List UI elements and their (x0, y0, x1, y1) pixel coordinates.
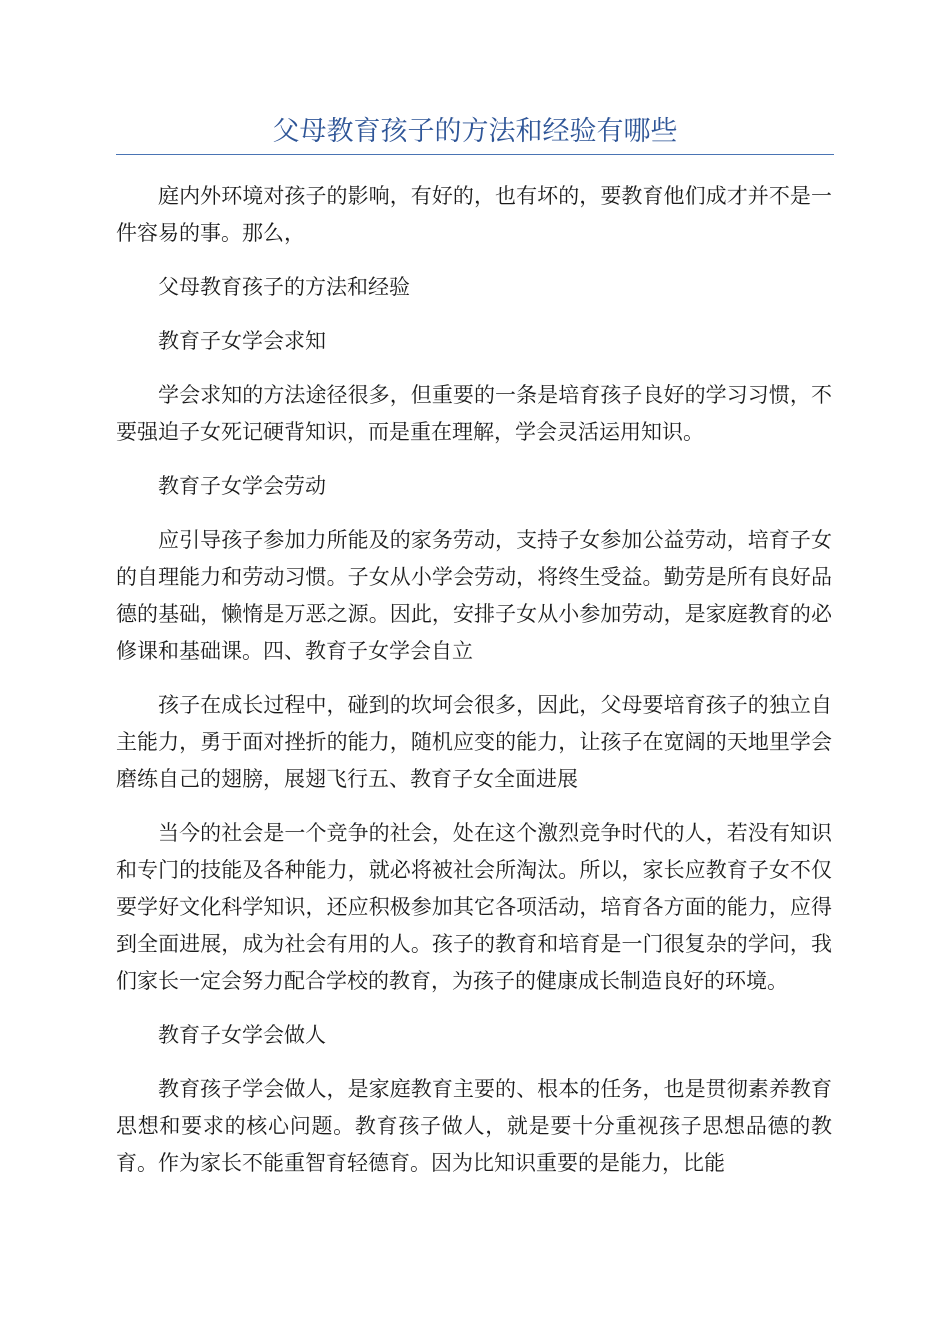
section-heading-character: 教育子女学会做人 (158, 1023, 326, 1047)
paragraph-labor: 应引导孩子参加力所能及的家务劳动，支持子女参加公益劳动，培育子女的自理能力和劳动习惯。子女从小学会劳动，将终生受益。勤劳是所有良好品德的基础，懒惰是万恶之源。因此，安排子女从小参加劳动，是家庭教育的必修课和基础课。四、教育子女学会自立 (116, 528, 832, 663)
section-heading-learning: 教育子女学会求知 (158, 329, 326, 353)
paragraph-character: 教育孩子学会做人，是家庭教育主要的、根本的任务，也是贯彻素养教育思想和要求的核心问题。教育孩子做人，就是要十分重视孩子思想品德的教育。作为家长不能重智育轻德育。因为比知识重要的是能力，比能 (116, 1077, 832, 1175)
paragraph-intro: 庭内外环境对孩子的影响，有好的，也有坏的，要教育他们成才并不是一件容易的事。那么， (116, 184, 832, 245)
document-body (116, 178, 832, 1199)
section-heading-labor: 教育子女学会劳动 (158, 474, 326, 498)
paragraph-development: 当今的社会是一个竞争的社会，处在这个激烈竞争时代的人，若没有知识和专门的技能及各种能力，就必将被社会所淘汰。所以，家长应教育子女不仅要学好文化科学知识，还应积极参加其它各项活动，培育各方面的能力，应得到全面进展，成为社会有用的人。孩子的教育和培育是一门很复杂的学问，我们家长一定会努力配合学校的教育，为孩子的健康成长制造良好的环境。 (116, 821, 832, 993)
document-title: 父母教育孩子的方法和经验有哪些 (272, 116, 678, 147)
paragraph-learning: 学会求知的方法途径很多，但重要的一条是培育孩子良好的学习习惯，不要强迫子女死记硬背知识，而是重在理解，学会灵活运用知识。 (116, 383, 832, 444)
paragraph-independence: 孩子在成长过程中，碰到的坎坷会很多，因此，父母要培育孩子的独立自主能力，勇于面对挫折的能力，随机应变的能力，让孩子在宽阔的天地里学会磨练自己的翅膀，展翅飞行五、教育子女全面进展 (116, 693, 832, 791)
section-heading-methods: 父母教育孩子的方法和经验 (158, 275, 410, 299)
title-underline-divider (116, 154, 834, 155)
